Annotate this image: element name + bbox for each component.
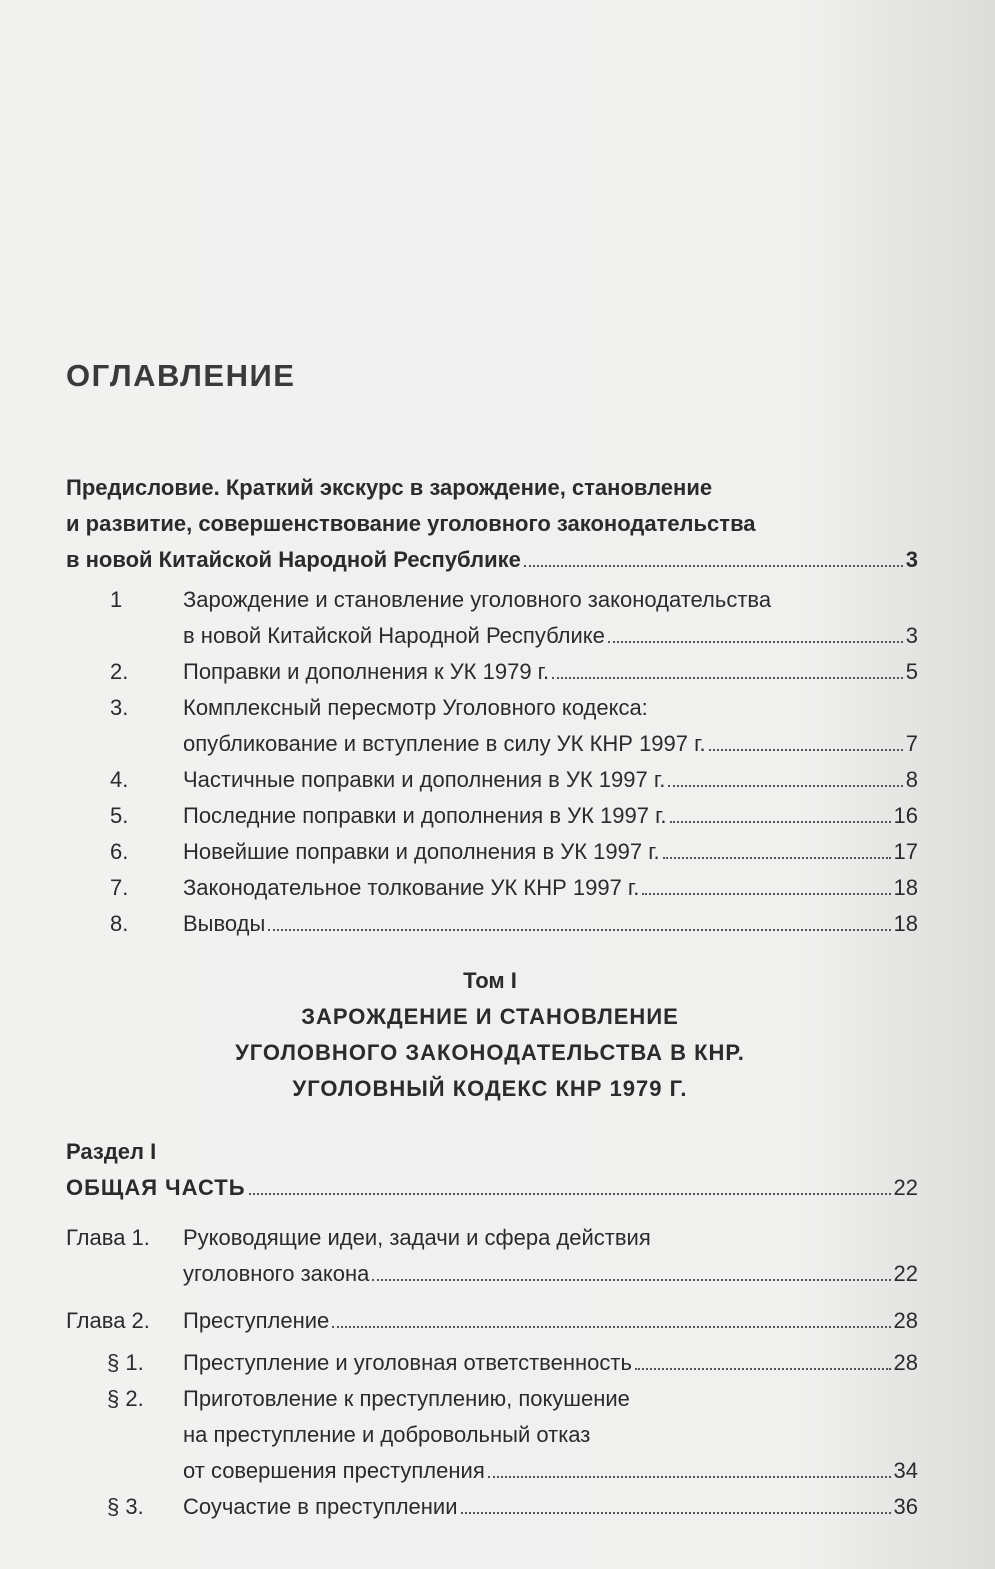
page-number: 3: [905, 547, 918, 572]
item-number: 1: [110, 587, 123, 612]
volume-title-line-1: ЗАРОЖДЕНИЕ И СТАНОВЛЕНИЕ: [301, 1004, 679, 1029]
item-text: Последние поправки и дополнения в УК 1997 г.: [183, 803, 667, 828]
toc-item: [66, 582, 918, 618]
page-number: 5: [905, 659, 918, 684]
item-text: Поправки и дополнения к УК 1979 г.: [183, 659, 550, 684]
chapter-number: Глава 1.: [66, 1225, 150, 1250]
preface-entry: [66, 470, 918, 578]
toc-item: [66, 690, 918, 726]
toc-item: [66, 870, 918, 906]
paragraph-text: Приготовление к преступлению, покушение: [183, 1386, 630, 1411]
dot-leader: [332, 1326, 890, 1328]
page-number: 3: [905, 623, 918, 648]
chapter-entry: [66, 1220, 918, 1292]
paragraph-entry-cont: [66, 1453, 918, 1489]
page-number: 18: [893, 911, 918, 936]
dot-leader: [709, 749, 903, 751]
dot-leader: [668, 785, 902, 787]
dot-leader: [249, 1193, 891, 1195]
paragraph-entry: [66, 1345, 918, 1381]
item-text: Комплексный пересмотр Уголовного кодекса:: [183, 695, 648, 720]
toc-item: [66, 654, 918, 690]
item-text: Частичные поправки и дополнения в УК 1997 г.: [183, 767, 666, 792]
chapter-entry: [66, 1303, 918, 1339]
page-number: 8: [905, 767, 918, 792]
item-number: 7.: [110, 875, 129, 900]
paragraph-text: Преступление и уголовная ответственность: [183, 1350, 632, 1375]
item-text: в новой Китайской Народной Республике: [183, 623, 605, 648]
toc-item: [66, 762, 918, 798]
item-text: Зарождение и становление уголовного законодательства: [183, 587, 772, 612]
section-label: Раздел I: [66, 1139, 157, 1164]
preface-leader: [66, 542, 918, 578]
item-number: 4.: [110, 767, 129, 792]
paragraph-text: Соучастие в преступлении: [183, 1494, 458, 1519]
dot-leader: [552, 677, 903, 679]
page-number: 7: [905, 731, 918, 756]
paragraph-text: на преступление и добровольный отказ: [183, 1422, 591, 1447]
preface-line-3: в новой Китайской Народной Республике: [66, 547, 521, 572]
volume-title-line-3: УГОЛОВНЫЙ КОДЕКС КНР 1979 Г.: [292, 1076, 688, 1101]
paragraph-number: § 3.: [107, 1494, 144, 1519]
page-number: 36: [893, 1494, 918, 1519]
volume-heading: [0, 963, 980, 1107]
paragraph-entry-cont: [66, 1417, 918, 1453]
item-text: Законодательное толкование УК КНР 1997 г.: [183, 875, 640, 900]
item-number: 8.: [110, 911, 129, 936]
volume-label: Том I: [463, 968, 517, 993]
dot-leader: [642, 893, 890, 895]
toc-item-cont: [66, 618, 918, 654]
dot-leader: [488, 1476, 891, 1478]
paragraph-number: § 2.: [107, 1386, 144, 1411]
page-number: 22: [893, 1175, 918, 1200]
chapter-text: Преступление: [183, 1308, 330, 1333]
chapter-number: Глава 2.: [66, 1308, 150, 1333]
dot-leader: [635, 1368, 891, 1370]
dot-leader: [524, 565, 903, 567]
page-title: ОГЛАВЛЕНИЕ: [66, 358, 296, 393]
paragraph-entry: [66, 1381, 918, 1417]
preface-line-2: и развитие, совершенствование уголовного законодательства: [66, 511, 756, 536]
item-text: Новейшие поправки и дополнения в УК 1997 г.: [183, 839, 660, 864]
paragraph-entry: [66, 1489, 918, 1525]
dot-leader: [372, 1279, 890, 1281]
toc-item: [66, 906, 918, 942]
paragraph-number: § 1.: [107, 1350, 144, 1375]
item-number: 6.: [110, 839, 129, 864]
page-number: 16: [893, 803, 918, 828]
section-title: ОБЩАЯ ЧАСТЬ: [66, 1175, 246, 1200]
item-number: 3.: [110, 695, 129, 720]
toc-item: [66, 834, 918, 870]
item-text: Выводы: [183, 911, 266, 936]
page-number: 28: [893, 1308, 918, 1333]
dot-leader: [670, 821, 891, 823]
dot-leader: [268, 929, 890, 931]
page-number: 22: [893, 1261, 918, 1286]
chapter-text: уголовного закона: [183, 1261, 370, 1286]
page-number: 18: [893, 875, 918, 900]
page-number: 17: [893, 839, 918, 864]
item-number: 5.: [110, 803, 129, 828]
paragraphs-list: [66, 1345, 918, 1525]
toc-item-cont: [66, 726, 918, 762]
dot-leader: [663, 857, 891, 859]
page-number: 28: [893, 1350, 918, 1375]
page-number: 34: [893, 1458, 918, 1483]
preface-items-list: [66, 582, 918, 942]
dot-leader: [608, 641, 903, 643]
item-number: 2.: [110, 659, 129, 684]
chapter-text: Руководящие идеи, задачи и сфера действия: [183, 1225, 651, 1250]
preface-line-1: Предисловие. Краткий экскурс в зарождение, становление: [66, 475, 713, 500]
item-text: опубликование и вступление в силу УК КНР 1997 г.: [183, 731, 706, 756]
volume-title-line-2: УГОЛОВНОГО ЗАКОНОДАТЕЛЬСТВА В КНР.: [235, 1040, 745, 1065]
paragraph-text: от совершения преступления: [183, 1458, 485, 1483]
toc-item: [66, 798, 918, 834]
dot-leader: [461, 1512, 891, 1514]
section-entry: [66, 1134, 918, 1206]
